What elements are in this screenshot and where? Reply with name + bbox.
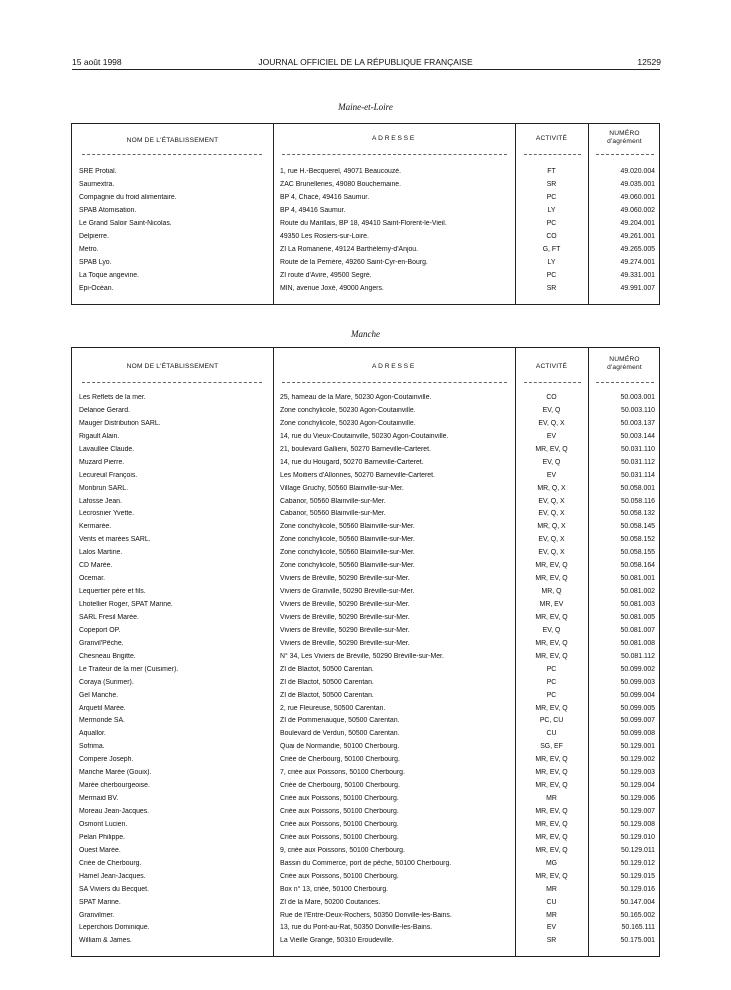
establishment-address: ZI La Romanerie, 49124 Barthélémy-d'Anjou. (280, 246, 419, 254)
establishment-address: 7, criée aux Poissons, 50100 Cherbourg. (280, 769, 405, 777)
establishment-address: Boulevard de Verdun, 50500 Carentan. (280, 730, 400, 738)
approval-number: 50.129.002 (620, 756, 655, 764)
approval-number: 50.129.008 (620, 820, 655, 828)
table-row (72, 547, 661, 560)
establishment-name: Leperchois Dominique. (79, 924, 150, 932)
approval-number: 50.147.004 (620, 898, 655, 906)
establishment-name: Metro. (79, 246, 99, 254)
establishment-name: SA Viviers du Becquet. (79, 885, 149, 893)
table-row (72, 884, 661, 897)
approval-number: 50.129.007 (620, 808, 655, 815)
establishment-address: 25, hameau de la Mare, 50230 Agon-Coutainville. (280, 394, 432, 401)
establishment-name: SPAB Lyo. (79, 259, 112, 267)
establishment-name: Lalos Martine. (79, 549, 123, 557)
establishment-activity: CO (546, 233, 557, 241)
establishment-address: BP 4, Chacé, 49416 Saumur. (280, 194, 370, 202)
establishment-address: ZI route d'Avire, 49500 Segré. (280, 272, 372, 280)
establishment-activity: PC (546, 678, 557, 686)
establishment-address: Village Gruchy, 50560 Blainville-sur-Mer. (280, 484, 404, 492)
establishment-address: ZI de Blactot, 50500 Carentan. (280, 678, 374, 686)
establishment-address: Bassin du Commerce, port de pêche, 50100 Cherbourg. (280, 859, 452, 867)
establishment-address: ZI de Blactot, 50500 Carentan. (280, 665, 374, 673)
establishment-address: Criée de Cherbourg, 50100 Cherbourg. (280, 782, 400, 790)
table-row (72, 470, 661, 483)
establishment-name: Compere Joseph. (79, 756, 134, 764)
establishment-name: SPAB Atomisation. (79, 207, 137, 215)
table-row (72, 179, 661, 192)
establishment-address: MIN, avenue Joxé, 49000 Angers. (280, 285, 384, 293)
approval-number: 50.058.132 (620, 510, 655, 518)
table-row (72, 935, 661, 948)
establishment-address: Zone conchylicole, 50560 Blainville-sur-Mer. (280, 536, 415, 544)
approval-number: 50.129.006 (620, 795, 655, 803)
establishment-address: Cabanor, 50560 Blainville-sur-Mer. (280, 510, 386, 518)
establishment-name: Vents et marées SARL. (79, 536, 151, 544)
table-row (72, 599, 661, 612)
establishment-activity: SR (546, 285, 557, 293)
approval-number: 50.081.007 (620, 626, 655, 634)
establishment-activity: MR, EV, Q (535, 704, 568, 712)
establishment-address: 14, rue du Vieux-Coutainville, 50230 Agon-Coutainville. (280, 432, 449, 440)
table-body (72, 392, 661, 948)
establishment-activity: MR, EV (539, 601, 564, 608)
establishment-address: ZI de la Mare, 50200 Coutances. (280, 898, 381, 906)
approval-number: 50.081.112 (621, 652, 655, 660)
establishment-activity: MR, EV, Q (535, 575, 568, 583)
table-row (72, 897, 661, 910)
approval-number: 50.129.011 (621, 846, 655, 854)
establishment-activity: EV, Q, X (538, 510, 565, 518)
approval-number: 49.265.005 (620, 246, 655, 254)
establishment-activity: PC (546, 665, 557, 673)
table-row (72, 728, 661, 741)
table-row (72, 270, 661, 283)
establishment-activity: EV, Q, X (538, 549, 565, 557)
table-row (72, 780, 661, 793)
approval-number: 50.058.116 (621, 497, 655, 505)
table-row (72, 457, 661, 470)
table-row (72, 651, 661, 664)
table-row (72, 521, 661, 534)
establishment-activity: EV, Q, X (538, 419, 565, 427)
approval-number: 50.099.002 (620, 665, 655, 673)
approval-number: 50.129.016 (620, 885, 655, 893)
table-row (72, 690, 661, 703)
establishment-name: Arquetil Marée. (79, 704, 126, 712)
table-row (72, 832, 661, 845)
establishment-address: Viviers de Granville, 50290 Bréville-sur-Mer. (280, 588, 415, 596)
column-header-name: NOM DE L'ÉTABLISSEMENT (126, 363, 219, 370)
establishment-activity: MR, EV, Q (535, 808, 568, 815)
establishment-name: Marée cherbourgeoise. (79, 782, 150, 790)
establishment-activity: EV, Q (542, 406, 561, 414)
establishment-address: Viviers de Bréville, 50290 Bréville-sur-Mer. (280, 601, 410, 608)
establishment-address: Box n° 13, criée, 50100 Cherbourg. (280, 885, 389, 893)
approval-number: 50.099.008 (620, 730, 655, 738)
establishment-address: ZI de Blactot, 50500 Carentan. (280, 691, 374, 699)
establishment-name: Ouest Marée. (79, 846, 121, 854)
establishment-activity: MR, EV, Q (535, 652, 568, 660)
establishment-activity: EV (546, 924, 557, 932)
establishment-name: Lequertier père et fils. (79, 588, 146, 596)
establishment-activity: MR, EV, Q (535, 820, 568, 828)
establishment-name: Delpierre. (79, 233, 109, 241)
table-row (72, 638, 661, 651)
table-row (72, 166, 661, 179)
approval-number: 49.035.001 (620, 181, 655, 189)
establishment-name: Monbrun SARL. (79, 484, 129, 492)
approval-number: 50.099.005 (620, 704, 655, 712)
establishment-name: Lecrosnier Yvette. (79, 510, 135, 518)
approval-number: 50.165.002 (620, 911, 655, 919)
establishment-address: ZI de Pommenauque, 50500 Carentan. (280, 717, 400, 725)
establishment-activity: MR, EV, Q (535, 756, 568, 764)
establishment-name: Sofrima. (79, 743, 105, 751)
establishment-activity: EV (546, 432, 557, 440)
table-row (72, 910, 661, 923)
establishment-name: Manche Marée (Gouix). (79, 769, 152, 777)
establishment-name: La Toque angevine. (79, 272, 140, 280)
column-header-number (588, 130, 661, 146)
approval-number: 50.129.001 (620, 743, 655, 751)
table-row (72, 715, 661, 728)
table-row (72, 703, 661, 716)
header-dash (282, 154, 507, 155)
establishment-activity: SG, EF (540, 743, 563, 751)
journal-title: JOURNAL OFFICIEL DE LA RÉPUBLIQUE FRANÇAISE (258, 57, 473, 67)
establishment-address: Zone conchylicole, 50230 Agon-Coutainville. (280, 406, 416, 414)
approval-number: 50.081.005 (620, 613, 655, 621)
table-maine-et-loire (71, 123, 660, 305)
establishment-name: Moreau Jean-Jacques. (79, 808, 150, 815)
establishment-activity: CU (546, 898, 557, 906)
section-title-manche: Manche (351, 329, 380, 339)
table-row (72, 664, 661, 677)
establishment-address: 21, boulevard Gallieni, 50270 Barneville-Carteret. (280, 445, 431, 453)
establishment-address: Viviers de Bréville, 50290 Bréville-sur-Mer. (280, 613, 410, 621)
column-header-activity: ACTIVITÉ (535, 135, 568, 142)
approval-number: 49.060.001 (620, 194, 655, 202)
header-rule (72, 69, 660, 70)
establishment-activity: LY (547, 207, 556, 215)
approval-number: 50.129.015 (620, 872, 655, 880)
establishment-address: La Vieille Grange, 50310 Eroudeville. (280, 937, 394, 945)
establishment-activity: PC (546, 272, 557, 280)
establishment-activity: EV, Q, X (538, 536, 565, 544)
header-dash (82, 154, 262, 155)
table-row (72, 431, 661, 444)
approval-number: 50.003.001 (620, 394, 655, 401)
establishment-address: Viviers de Bréville, 50290 Bréville-sur-Mer. (280, 639, 410, 647)
column-header-name: NOM DE L'ÉTABLISSEMENT (126, 137, 219, 144)
table-row (72, 218, 661, 231)
establishment-address: 2, rue Fleureuse, 50500 Carentan. (280, 704, 386, 712)
table-row (72, 534, 661, 547)
establishment-name: Gel Manche. (79, 691, 119, 699)
approval-number: 49.204.001 (620, 220, 655, 228)
establishment-activity: G, FT (542, 246, 561, 254)
establishment-name: Aquallor. (79, 730, 106, 738)
establishment-address: Criée aux Poissons, 50100 Cherbourg. (280, 795, 399, 803)
table-row (72, 819, 661, 832)
table-row (72, 573, 661, 586)
establishment-activity: MR, Q, X (537, 523, 566, 531)
establishment-activity: MR (546, 885, 557, 893)
header-dash (524, 154, 581, 155)
approval-number: 50.058.152 (620, 536, 655, 544)
approval-number: 50.129.010 (620, 833, 655, 841)
establishment-activity: CU (546, 730, 557, 738)
table-body (72, 166, 661, 296)
establishment-name: Saumextra. (79, 181, 115, 189)
establishment-name: Compagnie du froid alimentaire. (79, 194, 177, 202)
column-header-number (588, 356, 661, 372)
establishment-name: Lecureuil François. (79, 471, 138, 479)
table-row (72, 508, 661, 521)
establishment-activity: PC (546, 691, 557, 699)
approval-number: 50.058.164 (620, 562, 655, 570)
establishment-name: Osmont Lucien. (79, 820, 128, 828)
header-dash (82, 382, 262, 383)
establishment-name: Le Traiteur de la mer (Cuisimer). (79, 665, 179, 673)
establishment-activity: LY (547, 259, 556, 267)
table-row (72, 767, 661, 780)
table-row (72, 205, 661, 218)
establishment-name: Hamel Jean-Jacques. (79, 872, 146, 880)
establishment-address: Criée de Cherbourg, 50100 Cherbourg. (280, 756, 400, 764)
approval-number: 50.099.003 (620, 678, 655, 686)
approval-number: 50.129.003 (620, 769, 655, 777)
establishment-name: Copeport OP. (79, 626, 121, 634)
table-row (72, 257, 661, 270)
approval-number: 50.058.155 (620, 549, 655, 557)
approval-number: 50.003.110 (621, 406, 655, 414)
table-row (72, 845, 661, 858)
approval-number: 50.003.137 (620, 419, 655, 427)
table-row (72, 496, 661, 509)
establishment-name: SPAT Marine. (79, 898, 121, 906)
establishment-activity: MR, EV, Q (535, 846, 568, 854)
table-row (72, 922, 661, 935)
establishment-name: Kermarée. (79, 523, 112, 531)
establishment-activity: MR, EV, Q (535, 562, 568, 570)
approval-number: 49.060.002 (620, 207, 655, 215)
establishment-name: Le Grand Saloir Saint-Nicolas. (79, 220, 172, 228)
table-row (72, 444, 661, 457)
establishment-name: Lafosse Jean. (79, 497, 122, 505)
establishment-address: Route du Marillais, BP 18, 49410 Saint-Florent-le-Vieil. (280, 220, 447, 228)
establishment-activity: MR, EV, Q (535, 872, 568, 880)
approval-number: 50.099.004 (620, 691, 655, 699)
establishment-activity: MG (545, 859, 558, 867)
establishment-name: Chesneau Brigitte. (79, 652, 136, 660)
establishment-activity: FT (547, 168, 556, 175)
approval-number: 50.003.144 (620, 432, 655, 440)
header-dash (596, 154, 654, 155)
approval-number: 50.031.112 (621, 458, 655, 466)
header-dash (524, 382, 581, 383)
establishment-name: Ocemar. (79, 575, 106, 583)
approval-number: 50.081.003 (620, 601, 655, 608)
establishment-address: N° 34, Les Viviers de Bréville, 50290 Bréville-sur-Mer. (280, 652, 444, 660)
approval-number: 50.031.110 (621, 445, 655, 453)
approval-number: 49.274.001 (620, 259, 655, 267)
establishment-address: Zone conchylicole, 50230 Agon-Coutainville. (280, 419, 416, 427)
establishment-name: Granvil'Pêche. (79, 639, 124, 647)
table-row (72, 283, 661, 296)
column-header-address: ADRESSE (371, 135, 417, 142)
approval-number: 50.099.007 (620, 717, 655, 725)
column-header-address: ADRESSE (371, 363, 417, 370)
establishment-activity: MR, EV, Q (535, 639, 568, 647)
establishment-address: Viviers de Bréville, 50290 Bréville-sur-Mer. (280, 575, 410, 583)
establishment-activity: PC, CU (539, 717, 564, 725)
establishment-name: Lavaullée Claude. (79, 445, 135, 453)
establishment-activity: PC (546, 220, 557, 228)
establishment-activity: PC (546, 194, 557, 202)
table-row (72, 483, 661, 496)
establishment-address: Zone conchylicole, 50560 Blainville-sur-Mer. (280, 549, 415, 557)
establishment-address: Criée aux Poissons, 50100 Cherbourg. (280, 872, 399, 880)
approval-number: 50.031.114 (621, 471, 655, 479)
table-row (72, 741, 661, 754)
table-row (72, 677, 661, 690)
establishment-address: Criée aux Poissons, 50100 Cherbourg. (280, 833, 399, 841)
table-row (72, 560, 661, 573)
table-row (72, 586, 661, 599)
table-row (72, 192, 661, 205)
establishment-address: Les Moitiers d'Allonnes, 50270 Barneville-Carteret. (280, 471, 435, 479)
establishment-activity: EV, Q (542, 626, 561, 634)
page-number: 12529 (637, 57, 661, 67)
table-row (72, 392, 661, 405)
establishment-activity: EV, Q, X (538, 497, 565, 505)
table-row (72, 418, 661, 431)
establishment-name: Lhotellier Roger, SPAT Marine. (79, 601, 173, 608)
table-row (72, 806, 661, 819)
header-dash (282, 382, 507, 383)
table-manche (71, 347, 660, 957)
establishment-name: Muzard Pierre. (79, 458, 125, 466)
establishment-activity: SR (546, 937, 557, 945)
header-dash (596, 382, 654, 383)
establishment-activity: SR (546, 181, 557, 189)
approval-number: 50.081.001 (620, 575, 655, 583)
section-title-maine-et-loire: Maine-et-Loire (338, 102, 393, 112)
approval-number: 50.058.001 (620, 484, 655, 492)
establishment-address: Zone conchylicole, 50560 Blainville-sur-Mer. (280, 523, 415, 531)
approval-number: 50.175.001 (620, 937, 655, 945)
approval-number: 50.129.012 (620, 859, 655, 867)
establishment-activity: MR, Q, X (537, 484, 566, 492)
establishment-address: 49350 Les Rosiers-sur-Loire. (280, 233, 369, 241)
table-row (72, 612, 661, 625)
approval-number: 50.058.145 (620, 523, 655, 531)
approval-number: 49.261.001 (620, 233, 655, 241)
approval-number: 50.081.002 (620, 588, 655, 596)
approval-number: 50.165.111 (621, 924, 655, 932)
establishment-name: Les Reflets de la mer. (79, 394, 146, 401)
establishment-name: Coraya (Surimer). (79, 678, 134, 686)
approval-number: 50.129.004 (620, 782, 655, 790)
establishment-activity: MR, EV, Q (535, 613, 568, 621)
table-row (72, 231, 661, 244)
establishment-name: CD Marée. (79, 562, 113, 570)
establishment-name: SRE Protial. (79, 168, 117, 175)
approval-number: 49.020.004 (620, 168, 655, 175)
establishment-address: Criée aux Poissons, 50100 Cherbourg. (280, 808, 399, 815)
establishment-activity: MR, EV, Q (535, 445, 568, 453)
establishment-activity: MR (546, 911, 557, 919)
column-header-number-line1: NUMÉRO (609, 356, 640, 363)
table-row (72, 625, 661, 638)
establishment-address: Zone conchylicole, 50560 Blainville-sur-Mer. (280, 562, 415, 570)
establishment-address: Cabanor, 50560 Blainville-sur-Mer. (280, 497, 386, 505)
establishment-name: Criée de Cherbourg. (79, 859, 142, 867)
establishment-name: Pelan Philippe. (79, 833, 125, 841)
approval-number: 49.991.007 (620, 285, 655, 293)
establishment-activity: EV (546, 471, 557, 479)
approval-number: 50.081.008 (620, 639, 655, 647)
issue-date: 15 août 1998 (72, 57, 122, 67)
establishment-name: Mermaid BV. (79, 795, 119, 803)
establishment-address: Rue de l'Entre-Deux-Rochers, 50350 Donville-les-Bains. (280, 911, 452, 919)
establishment-name: Mauger Distribution SARL. (79, 419, 161, 427)
establishment-activity: MR (546, 795, 557, 803)
table-row (72, 793, 661, 806)
establishment-address: 9, criée aux Poissons, 50100 Cherbourg. (280, 846, 405, 854)
establishment-address: 13, rue du Pont-au-Rat, 50350 Donville-les-Bains. (280, 924, 433, 932)
establishment-activity: CO (546, 394, 557, 401)
establishment-activity: MR, EV, Q (535, 769, 568, 777)
establishment-address: ZAC Brunelleries, 49080 Bouchemaine. (280, 181, 402, 189)
establishment-activity: MR, Q (541, 588, 562, 596)
establishment-name: SARL Fresil Marée. (79, 613, 139, 621)
column-header-number-line2: d'agrément (607, 364, 642, 371)
approval-number: 49.331.001 (620, 272, 655, 280)
establishment-address: Criée aux Poissons, 50100 Cherbourg. (280, 820, 399, 828)
table-row (72, 405, 661, 418)
establishment-address: 14, rue du Hougard, 50270 Barneville-Carteret. (280, 458, 424, 466)
establishment-address: BP 4, 49416 Saumur. (280, 207, 346, 215)
establishment-activity: EV, Q (542, 458, 561, 466)
column-header-number-line1: NUMÉRO (609, 130, 640, 137)
establishment-name: Epi-Océan. (79, 285, 114, 293)
establishment-name: William & James. (79, 937, 132, 945)
establishment-name: Mermonde SA. (79, 717, 125, 725)
column-header-number-line2: d'agrément (607, 138, 642, 145)
establishment-address: 1, rue H.-Becquerel, 49071 Beaucouzé. (280, 168, 402, 175)
column-header-activity: ACTIVITÉ (535, 363, 568, 370)
table-row (72, 871, 661, 884)
establishment-name: Rigault Alain. (79, 432, 120, 440)
establishment-name: Delanoe Gerard. (79, 406, 130, 414)
table-row (72, 244, 661, 257)
establishment-name: Granvilmer. (79, 911, 115, 919)
establishment-activity: MR, EV, Q (535, 833, 568, 841)
establishment-activity: MR, EV, Q (535, 782, 568, 790)
table-row (72, 754, 661, 767)
establishment-address: Route de la Perrière, 49260 Saint-Cyr-en-Bourg. (280, 259, 428, 267)
table-row (72, 858, 661, 871)
establishment-address: Viviers de Bréville, 50290 Bréville-sur-Mer. (280, 626, 410, 634)
establishment-address: Quai de Normandie, 50100 Cherbourg. (280, 743, 400, 751)
